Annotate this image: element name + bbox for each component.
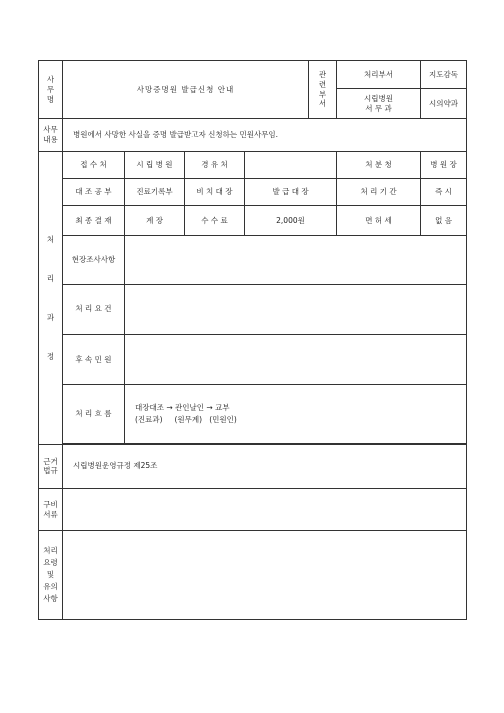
ledger-check-value: 진료기록부 [125,178,185,205]
basis-text: 시립병원운영규정 제25조 [63,444,467,488]
basis-label: 근거 법규 [39,444,63,488]
site-survey-label: 현장조사사항 [63,236,125,284]
affair-name-label: 사 무 명 [39,61,63,119]
disposition-value: 병 원 장 [421,151,467,178]
license-tax-value: 없 음 [421,205,467,235]
flow-label: 처 리 흐 름 [63,385,125,443]
processing-period-label: 처 리 기 간 [337,178,421,205]
documents-label: 구비 서류 [39,488,63,530]
content-text: 병원에서 사망한 사실을 증명 발급받고자 신청하는 민원사무임. [63,119,467,151]
supervisor-label: 지도감독 [421,61,467,89]
ledger-check-label: 대 조 공 부 [63,178,125,205]
fee-value: 2,000원 [245,205,337,235]
via-value [245,151,337,178]
flow-actors: (진료과) (원무계) (민원인) [135,414,237,424]
license-tax-label: 면 허 세 [337,205,421,235]
via-label: 경 유 처 [185,151,245,178]
final-approval-value: 계 장 [125,205,185,235]
process-side-label: 처 리 과 정 [39,151,63,444]
followup-label: 후 속 민 원 [63,334,125,384]
processing-period-value: 즉 시 [421,178,467,205]
disposition-label: 처 분 청 [337,151,421,178]
notes-label: 처리 요령 및 유의 사항 [39,531,63,620]
reception-label: 접 수 처 [63,151,125,178]
fee-label: 수 수 료 [185,205,245,235]
related-dept-label: 관 련 부 서 [309,61,337,119]
reception-value: 시 립 병 원 [125,151,185,178]
site-survey-value [125,236,467,284]
keep-ledger-label: 비 치 대 장 [185,178,245,205]
notes-text [63,531,467,620]
documents-text [63,488,467,530]
processing-dept-value: 시립병원 서 무 과 [337,89,421,119]
flow-steps: 대장대조 → 관인날인 → 교부 [135,402,230,412]
page-title: 사망증명원 발급신청 안내 [63,61,309,119]
application-guide-form [38,60,467,620]
processing-dept-label: 처리부서 [337,61,421,89]
requirement-value [125,284,467,334]
supervisor-value: 시의약과 [421,89,467,119]
final-approval-label: 최 종 결 재 [63,205,125,235]
issue-ledger-value: 발 급 대 장 [245,178,337,205]
followup-value [125,334,467,384]
content-label: 사무 내용 [39,119,63,151]
requirement-label: 처 리 요 건 [63,284,125,334]
process-flow [125,385,467,443]
